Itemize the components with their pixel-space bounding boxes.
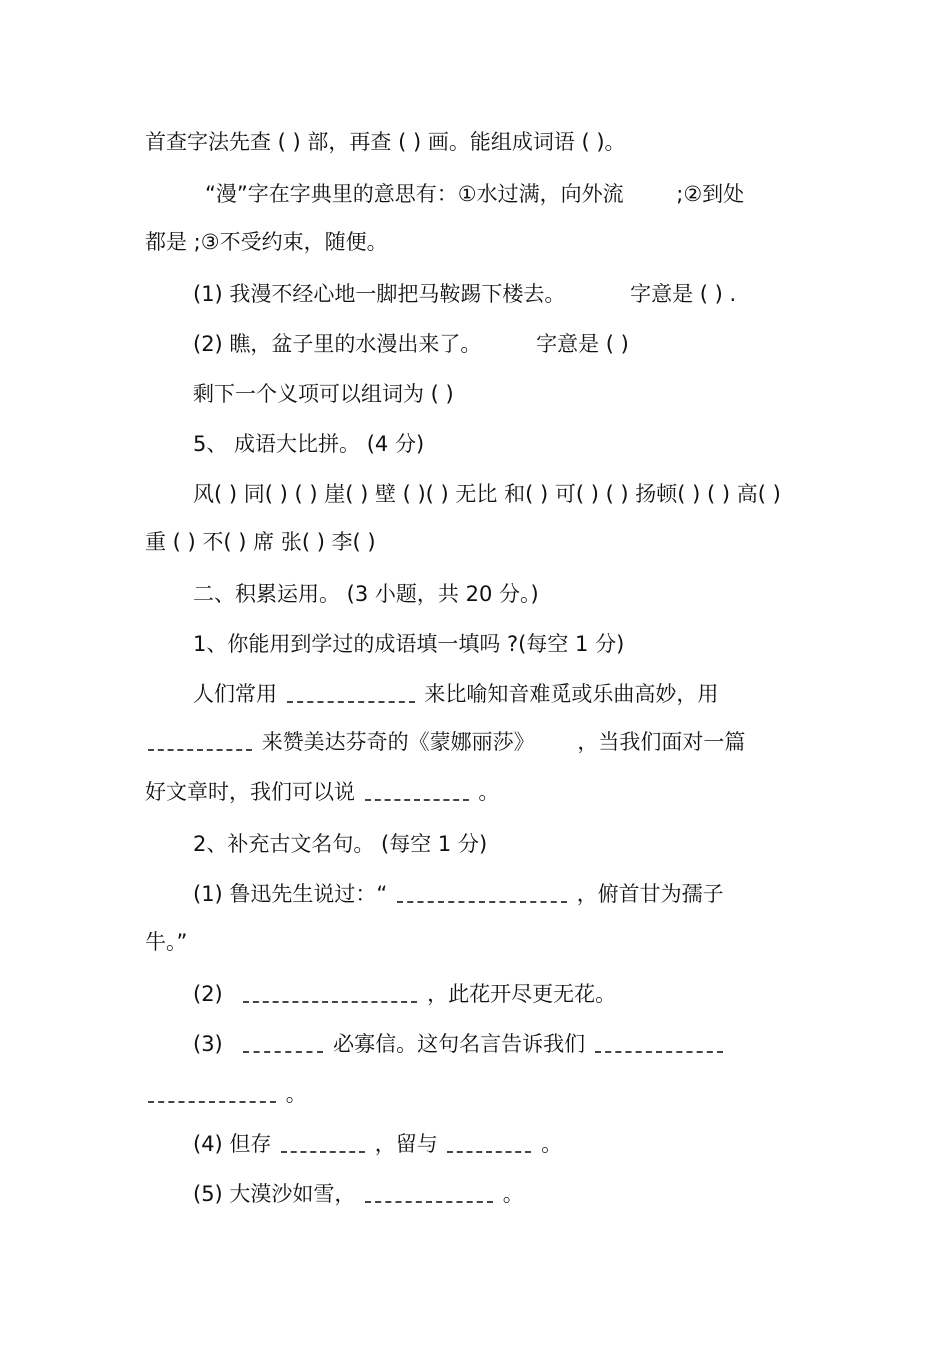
text-run: 首查字法先查 ( ) 部，再查 ( ) 画。能组成词语 ( )。: [145, 130, 626, 154]
text-run: “漫”字在字典里的意思有：①水过满，向外流: [205, 182, 624, 206]
text-run: (4) 但存: [193, 1132, 272, 1156]
text-run: (5) 大漠沙如雪，: [193, 1182, 356, 1206]
fill-blank[interactable]: [287, 700, 415, 703]
text-run: (1) 我漫不经心地一脚把马鞍踢下楼去。: [193, 282, 566, 306]
fill-blank[interactable]: [397, 900, 567, 903]
text-run: ，此花开尽更无花。: [427, 982, 617, 1006]
text-run: 人们常用: [193, 682, 277, 706]
text-line: [193, 630, 624, 658]
text-line: [145, 528, 376, 556]
text-line: [193, 880, 724, 908]
text-run: ，留与: [374, 1132, 438, 1156]
text-run: 剩下一个义项可以组词为 ( ): [193, 382, 454, 406]
text-run: 。: [478, 780, 500, 804]
text-run: 好文章时，我们可以说: [145, 780, 355, 804]
text-run: 5、 成语大比拼。 (4 分): [193, 432, 425, 456]
text-run: 来赞美达芬奇的《蒙娜丽莎》: [261, 730, 535, 754]
text-run: ;②到处: [676, 182, 745, 206]
text-run: 牛。”: [145, 930, 188, 954]
text-run: 。: [285, 1082, 307, 1106]
text-line: [193, 330, 629, 358]
text-line: [193, 1030, 726, 1058]
fill-blank[interactable]: [243, 1000, 417, 1003]
fill-blank[interactable]: [243, 1050, 323, 1053]
fill-blank[interactable]: [148, 1100, 276, 1103]
fill-blank[interactable]: [281, 1150, 365, 1153]
text-run: 重 ( ) 不( ) 席 张( ) 李( ): [145, 530, 376, 554]
text-line: [193, 980, 616, 1008]
text-run: 。: [541, 1132, 563, 1156]
text-run: 风( ) 同( ) ( ) 崖( ) 壁 ( )( ) 无比 和( ) 可( ) ( ) 扬顿( ) ( ) 高( ): [193, 482, 781, 506]
text-run: (1) 鲁迅先生说过：“: [193, 882, 388, 906]
fill-blank[interactable]: [595, 1050, 723, 1053]
text-line: [193, 680, 718, 708]
text-run: (2) 瞧，盆子里的水漫出来了。: [193, 332, 482, 356]
text-run: 字意是 ( ): [536, 332, 629, 356]
text-run: 1、你能用到学过的成语填一填吗 ?(每空 1 分): [193, 632, 625, 656]
text-line: [193, 480, 781, 508]
fill-blank[interactable]: [365, 798, 469, 801]
text-line: [193, 580, 539, 608]
text-line: [145, 228, 388, 256]
text-line: [145, 1080, 307, 1108]
text-line: [193, 1180, 524, 1208]
text-run: 都是 ;③不受约束，随便。: [145, 230, 388, 254]
text-line: [145, 128, 626, 156]
text-run: 二、积累运用。 (3 小题，共 20 分。): [193, 582, 539, 606]
text-line: [193, 430, 424, 458]
text-line: [193, 280, 736, 308]
text-run: (3): [193, 1032, 223, 1056]
text-run: 。: [502, 1182, 524, 1206]
text-run: 来比喻知音难觅或乐曲高妙，用: [424, 682, 719, 706]
text-line: [205, 180, 744, 208]
text-run: (2): [193, 982, 223, 1006]
text-line: [145, 778, 499, 806]
text-line: [145, 928, 187, 956]
text-line: [193, 1130, 562, 1158]
text-run: ，当我们面对一篇: [577, 730, 746, 754]
fill-blank[interactable]: [447, 1150, 531, 1153]
text-run: 必寡信。这句名言告诉我们: [333, 1032, 586, 1056]
fill-blank[interactable]: [148, 748, 252, 751]
text-line: [193, 380, 454, 408]
text-line: [193, 830, 487, 858]
text-run: ，俯首甘为孺子: [576, 882, 724, 906]
fill-blank[interactable]: [365, 1200, 493, 1203]
text-run: 字意是 ( ) .: [630, 282, 737, 306]
text-line: [145, 728, 745, 756]
text-run: 2、补充古文名句。 (每空 1 分): [193, 832, 488, 856]
